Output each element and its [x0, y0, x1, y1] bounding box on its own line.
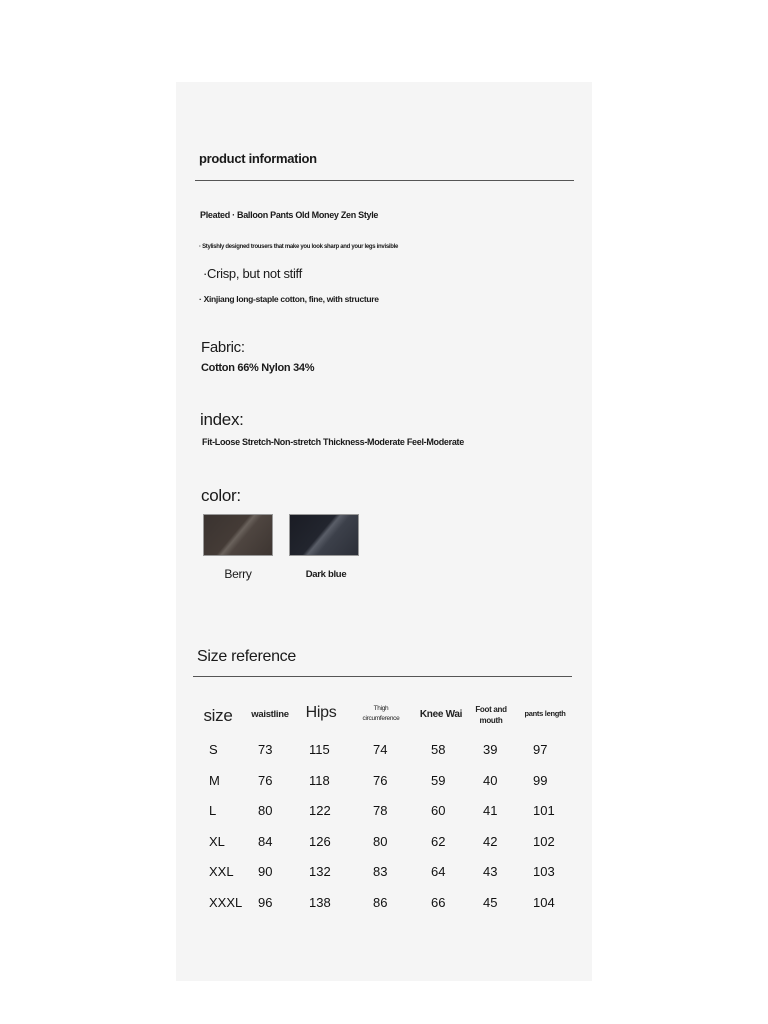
- cell-size: S: [209, 742, 218, 757]
- cell-size: XXL: [209, 864, 234, 879]
- index-value: Fit-Loose Stretch-Non-stretch Thickness-Moderate Feel-Moderate: [202, 437, 464, 447]
- cell-thigh: 80: [373, 834, 388, 849]
- cell-hips: 115: [309, 742, 330, 757]
- col-header-hips: Hips: [305, 704, 337, 721]
- cell-foot-mouth: 39: [483, 742, 498, 757]
- divider: [193, 676, 572, 677]
- col-header-size: size: [203, 706, 233, 725]
- feature-line-3: · Xinjiang long-staple cotton, fine, with structure: [199, 294, 379, 304]
- col-header-pants-length: pants length: [524, 709, 566, 718]
- feature-line-1: · Stylishly designed trousers that make you look sharp and your legs invisible: [199, 244, 398, 250]
- cell-pants-length: 97: [533, 742, 548, 757]
- cell-pants-length: 101: [533, 803, 555, 818]
- cell-knee: 60: [431, 803, 446, 818]
- cell-knee: 64: [431, 864, 446, 879]
- col-header-thigh: Thigh circumference: [362, 705, 400, 722]
- color-name-berry: Berry: [224, 567, 252, 581]
- col-header-foot-mouth: Foot and mouth: [475, 705, 507, 725]
- color-label: color:: [201, 486, 241, 505]
- cell-thigh: 83: [373, 864, 388, 879]
- fabric-label: Fabric:: [201, 339, 245, 356]
- product-information-heading: product information: [199, 151, 317, 166]
- swatch-berry[interactable]: [203, 514, 273, 556]
- feature-line-2: ·Crisp, but not stiff: [203, 266, 302, 281]
- cell-knee: 66: [431, 895, 446, 910]
- product-detail-panel: [176, 82, 592, 981]
- cell-waistline: 73: [258, 742, 273, 757]
- fabric-value: Cotton 66% Nylon 34%: [201, 362, 315, 374]
- cell-size: M: [209, 773, 220, 788]
- color-name-dark-blue: Dark blue: [305, 569, 347, 580]
- cell-size: XL: [209, 834, 225, 849]
- cell-waistline: 96: [258, 895, 273, 910]
- cell-foot-mouth: 43: [483, 864, 498, 879]
- cell-hips: 132: [309, 864, 331, 879]
- cell-hips: 118: [309, 773, 330, 788]
- cell-hips: 126: [309, 834, 331, 849]
- cell-hips: 138: [309, 895, 331, 910]
- cell-size: XXXL: [209, 895, 243, 910]
- index-label: index:: [200, 410, 244, 429]
- cell-size: L: [209, 803, 217, 818]
- cell-waistline: 84: [258, 834, 273, 849]
- cell-waistline: 90: [258, 864, 273, 879]
- cell-knee: 59: [431, 773, 446, 788]
- cell-thigh: 86: [373, 895, 388, 910]
- cell-foot-mouth: 42: [483, 834, 498, 849]
- size-reference-heading: Size reference: [197, 648, 296, 665]
- cell-knee: 58: [431, 742, 446, 757]
- cell-hips: 122: [309, 803, 331, 818]
- cell-pants-length: 104: [533, 895, 555, 910]
- cell-foot-mouth: 40: [483, 773, 498, 788]
- cell-knee: 62: [431, 834, 446, 849]
- product-title: Pleated · Balloon Pants Old Money Zen Style: [200, 210, 379, 220]
- col-header-waistline: waistline: [251, 709, 289, 720]
- cell-thigh: 74: [373, 742, 388, 757]
- cell-foot-mouth: 41: [483, 803, 498, 818]
- divider: [195, 180, 574, 181]
- cell-waistline: 76: [258, 773, 273, 788]
- cell-pants-length: 99: [533, 773, 548, 788]
- cell-thigh: 78: [373, 803, 388, 818]
- col-header-knee: Knee Wai: [419, 709, 463, 720]
- cell-pants-length: 103: [533, 864, 555, 879]
- cell-pants-length: 102: [533, 834, 555, 849]
- cell-thigh: 76: [373, 773, 388, 788]
- swatch-dark-blue[interactable]: [289, 514, 359, 556]
- cell-foot-mouth: 45: [483, 895, 498, 910]
- cell-waistline: 80: [258, 803, 273, 818]
